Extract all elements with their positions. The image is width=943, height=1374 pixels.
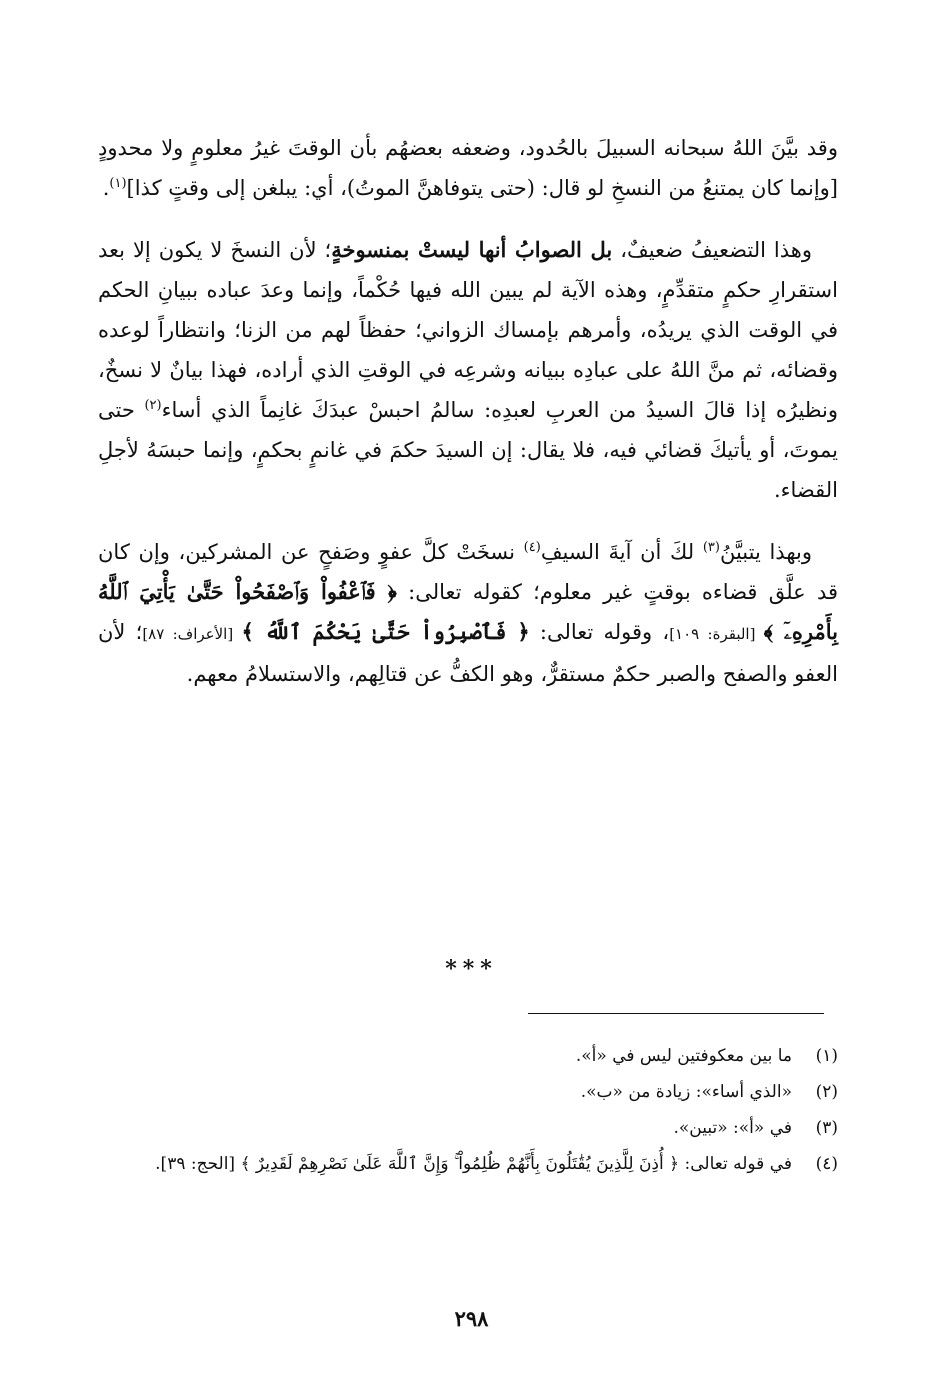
paragraph-3	[98, 532, 838, 694]
footnote-4	[98, 1146, 838, 1182]
footnote-1	[98, 1038, 838, 1074]
footnote-number: (٤)	[815, 1154, 838, 1174]
text-segment: وقد بيَّنَ اللهُ سبحانه السبيلَ بالحُدود، وضعفه بعضهُم بأن الوقتَ غيرُ معلومٍ ولا محدودٍ [وإنما كان يمتنعُ من النسخِ لو قال: (حتى يتوفاهنَّ الموتُ)، أي: يبلغن إلى وقتٍ كذا]	[98, 136, 838, 200]
text-segment: .	[102, 176, 110, 200]
text-segment: ؛ لأن العفو والصفح والصبر حكمٌ مستقرٌّ، وهو الكفُّ عن قتالِهم، والاستسلامُ معهم.	[98, 620, 838, 686]
verse-reference: [الأعراف: ٨٧]	[142, 625, 242, 643]
text-segment: وهذا التضعيفُ ضعيفٌ،	[612, 238, 812, 262]
footnote-divider	[528, 1013, 824, 1014]
footnote-number: (٣)	[815, 1118, 838, 1138]
footnote-3	[98, 1110, 838, 1146]
footnote-2	[98, 1074, 838, 1110]
text-segment: وبهذا يتبيَّنُ	[719, 540, 812, 564]
text-segment: حتى يموتَ، أو يأتيكَ قضائي فيه، فلا يقال: إن السيدَ حكمَ في غانمٍ بحكمٍ، وإنما حبسَهُ لأجلِ القضاء.	[98, 398, 838, 502]
quran-verse: ﴿ فَٱصْبِرُواْ حَتَّىٰ يَحْكُمَ ٱللَّهُ ﴾	[241, 619, 530, 644]
footnote-text: «الذي أساء»: زيادة من «ب».	[580, 1082, 792, 1102]
text-segment: ، وقوله تعالى:	[529, 620, 670, 644]
paragraph-2	[98, 230, 838, 510]
footnotes	[98, 1038, 838, 1182]
footnote-text: في «أ»: «تبين».	[673, 1118, 792, 1138]
paragraph-1	[98, 128, 838, 208]
text-segment: نسخَتْ كلَّ عفوٍ وصَفحٍ عن المشركين، وإن كان قد علَّق قضاءه بوقتٍ غير معلوم؛ كقوله تعالى:	[98, 540, 839, 604]
verse-reference: [البقرة: ١٠٩]	[669, 625, 764, 643]
main-text	[98, 128, 838, 694]
footnote-number: (١)	[815, 1046, 838, 1066]
footnote-marker: (١)	[109, 176, 127, 191]
footnote-text: في قوله تعالى: ﴿ أُذِنَ لِلَّذِينَ يُقَٰتَلُونَ بِأَنَّهُمْ ظُلِمُواْ ۚ وَإِنَّ ٱللَّهَ عَلَىٰ نَصْرِهِمْ لَقَدِيرٌ ﴾ [الحج: ٣٩].	[155, 1154, 792, 1174]
footnote-marker: (٤)	[523, 540, 541, 555]
text-segment: لكَ أن آيةَ السيفِ	[540, 540, 703, 564]
emphasized-text: بل الصوابُ أنها ليستْ بمنسوخةٍ	[331, 237, 613, 262]
quran-verse: ﴿ فَٱعْفُواْ وَٱصْفَحُواْ حَتَّىٰ يَأْتِيَ ٱللَّهُ بِأَمْرِهِۦٓ ﴾	[98, 579, 838, 644]
footnote-marker: (٢)	[144, 398, 162, 413]
page-number: ٢٩٨	[454, 1306, 489, 1331]
footnote-text: ما بين معكوفتين ليس في «أ».	[575, 1046, 792, 1066]
text-segment: ؛ لأن النسخَ لا يكون إلا بعد استقرارِ حكمٍ متقدِّمٍ، وهذه الآية لم يبين الله فيها حُكْماً، وإنما وعدَ عباده ببيانِ الحكم في الوقت الذي يريدُه، وأمرهم بإمساك الزواني؛ حفظاً لهم من الزنا؛ وانتظاراً لوعده وقضائه، ثم منَّ اللهُ على عبادِه ببيانه وشرعِه في الوقتِ الذي أراده، فهذا بيانٌ لا نسخٌ، ونظيرُه إذا قالَ السيدُ من العربِ لعبدِه: سالمُ احبسْ عبدَكَ غانِماً الذي أساء	[98, 238, 839, 422]
section-separator: ***	[445, 956, 498, 982]
footnote-marker: (٣)	[702, 540, 720, 555]
footnote-number: (٢)	[815, 1082, 838, 1102]
